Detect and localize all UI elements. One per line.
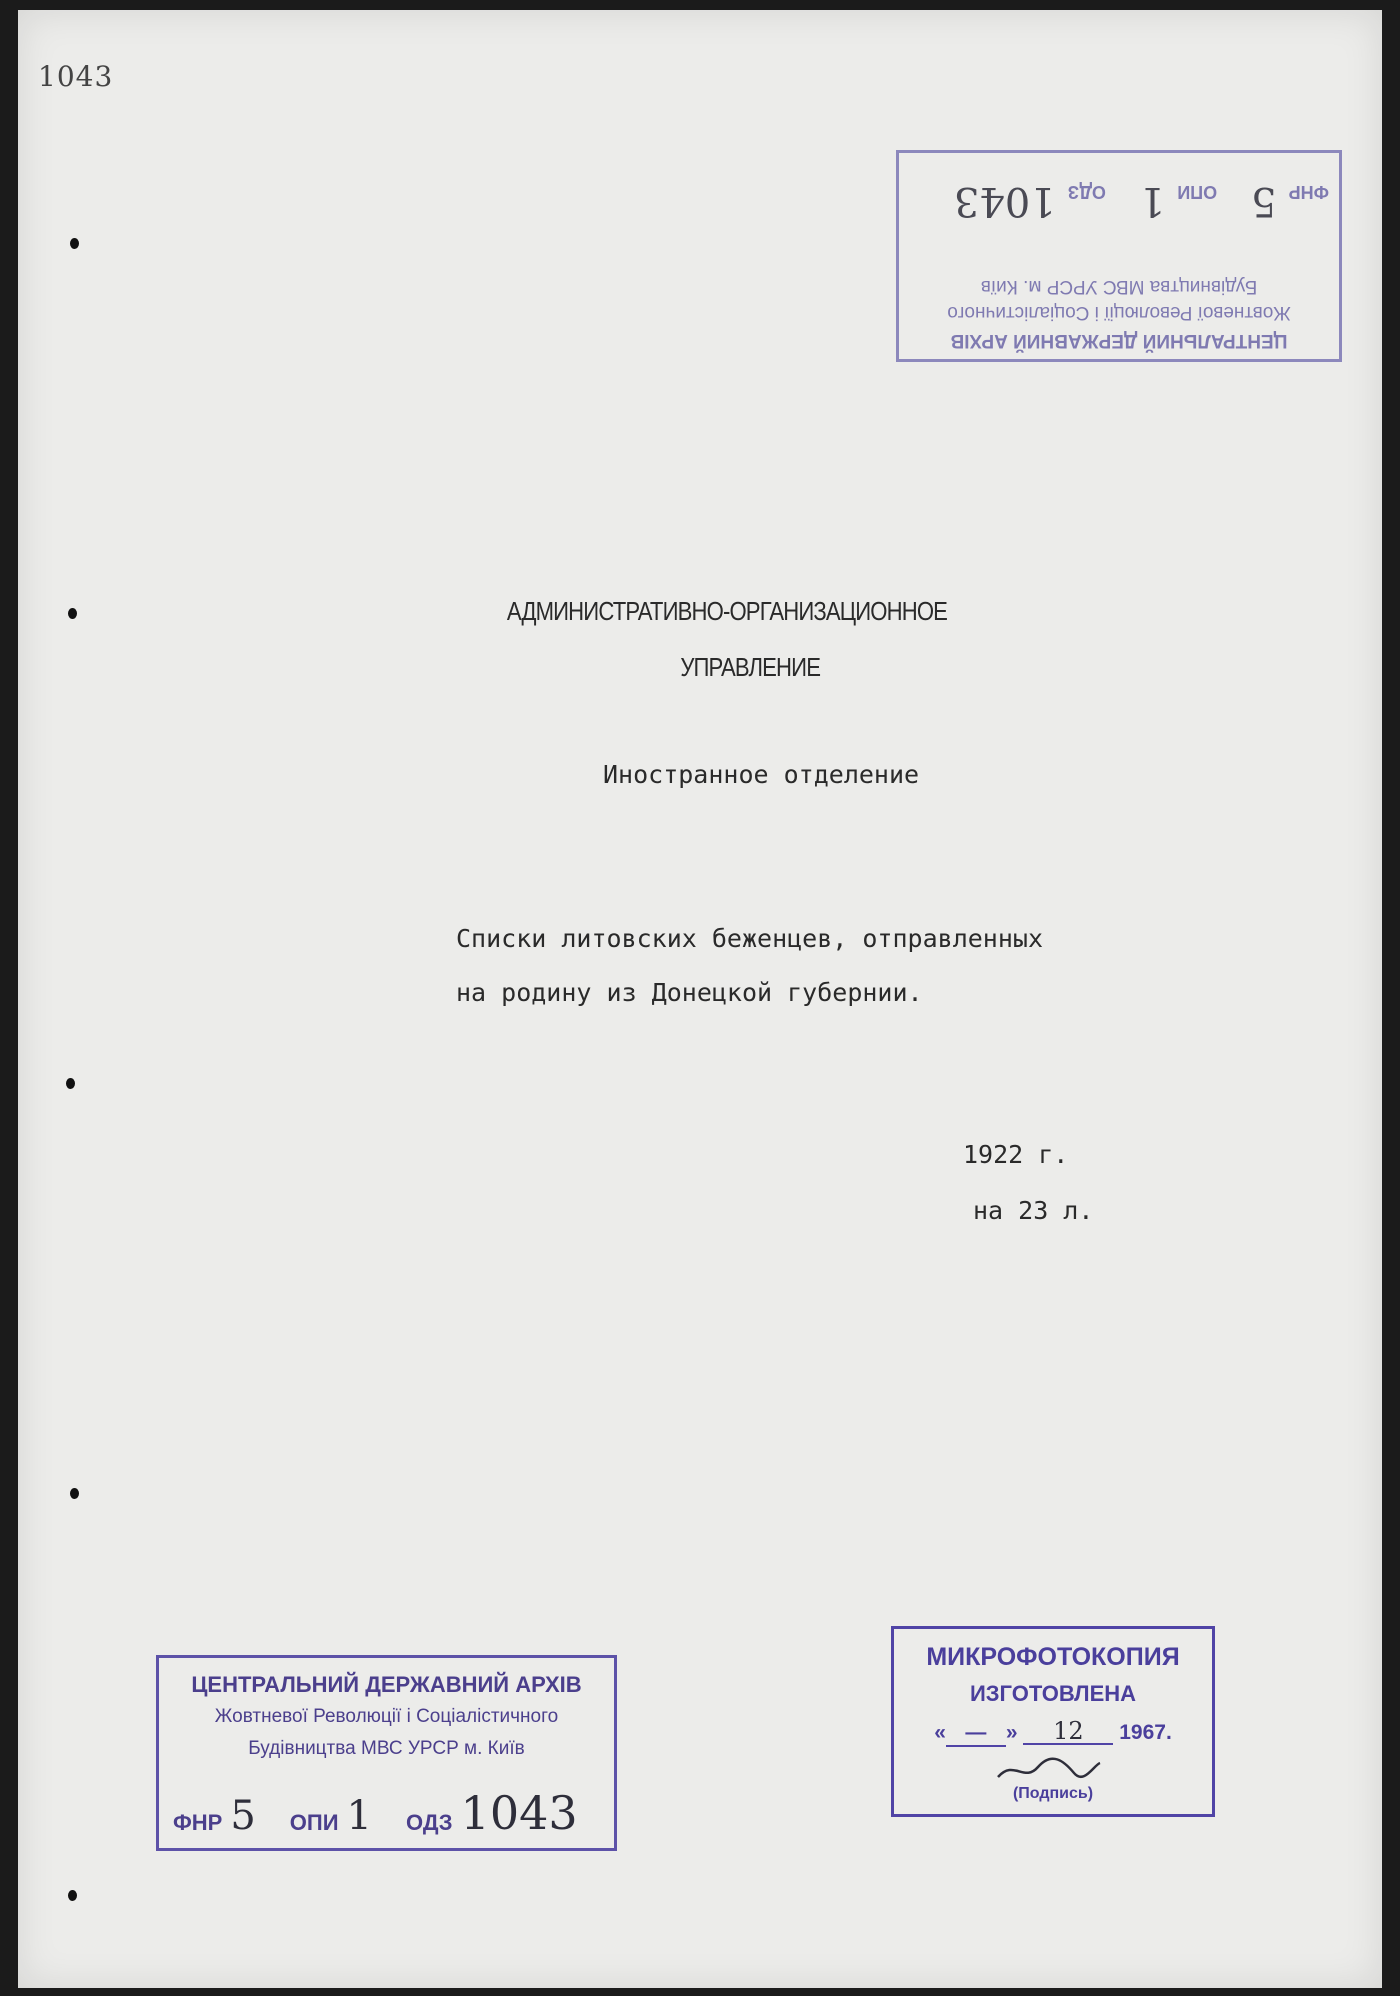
punch-hole: [66, 1078, 75, 1089]
od-value: 1043: [460, 1786, 578, 1840]
archive-stamp: [156, 1655, 617, 1851]
signature: [994, 1757, 1104, 1783]
microfilm-line-1: МИКРОФОТОКОПИЯ: [926, 1643, 1180, 1671]
title-line-2: на родину из Донецкой губернии.: [456, 978, 923, 1007]
od-value: 1043: [953, 178, 1056, 224]
year: 1922 г.: [963, 1140, 1069, 1169]
stamp-fields: [173, 1786, 606, 1840]
stamp-line-2: Жовтневої Революції і Соціалістичного: [214, 1706, 559, 1727]
signature-scribble-icon: [994, 1757, 1104, 1783]
stamp-line-3: Будівництва МВС УРСР м. Київ: [980, 276, 1258, 297]
microfilm-line-2: ИЗГОТОВЛЕНА: [969, 1681, 1137, 1706]
microfilm-stamp: [891, 1626, 1215, 1817]
heading-line-2: УПРАВЛЕНИЕ: [680, 652, 821, 682]
heading-line-1: АДМИНИСТРАТИВНО-ОРГАНИЗАЦИОННОЕ: [506, 596, 948, 626]
opis-value: 1: [346, 1793, 372, 1839]
od-label: ОДЗ: [406, 1810, 453, 1835]
document-page: [18, 10, 1382, 1988]
archive-stamp-inverted: [896, 150, 1342, 362]
fond-label: ФНР: [1288, 182, 1329, 202]
punch-hole: [70, 238, 79, 249]
stamp-line-1: ЦЕНТРАЛЬНИЙ ДЕРЖАВНИЙ АРХІВ: [191, 1672, 582, 1697]
stamp-line-2: Жовтневої Революції і Соціалістичного: [947, 302, 1291, 323]
date-day: —: [946, 1721, 1006, 1747]
signature-label: (Подпись): [1012, 1785, 1094, 1802]
stamp-line-3: Будівництва МВС УРСР м. Київ: [248, 1738, 525, 1759]
fond-label: ФНР: [173, 1810, 223, 1835]
stamp-fields: [909, 178, 1329, 224]
fond-value: 5: [230, 1793, 256, 1839]
stamp-line-1: ЦЕНТРАЛЬНИЙ ДЕРЖАВНИЙ АРХІВ: [950, 330, 1288, 351]
date-month: 12: [1023, 1719, 1113, 1745]
archive-page-number: 1043: [38, 60, 114, 93]
opis-label: ОПИ: [1177, 182, 1218, 202]
od-label: ОДЗ: [1067, 182, 1106, 202]
date-year: 1967.: [1119, 1721, 1172, 1744]
fond-value: 5: [1251, 178, 1277, 224]
opis-value: 1: [1139, 178, 1166, 224]
department: Иностранное отделение: [603, 760, 920, 789]
punch-hole: [68, 1890, 77, 1901]
punch-hole: [70, 1488, 79, 1499]
microfilm-date: [894, 1719, 1212, 1747]
title-line-1: Списки литовских беженцев, отправленных: [456, 924, 1043, 953]
punch-hole: [68, 608, 77, 619]
date-sep: »: [1005, 1721, 1018, 1744]
date-prefix: «: [934, 1721, 946, 1744]
opis-label: ОПИ: [289, 1810, 339, 1835]
sheet-count: на 23 л.: [973, 1196, 1094, 1225]
